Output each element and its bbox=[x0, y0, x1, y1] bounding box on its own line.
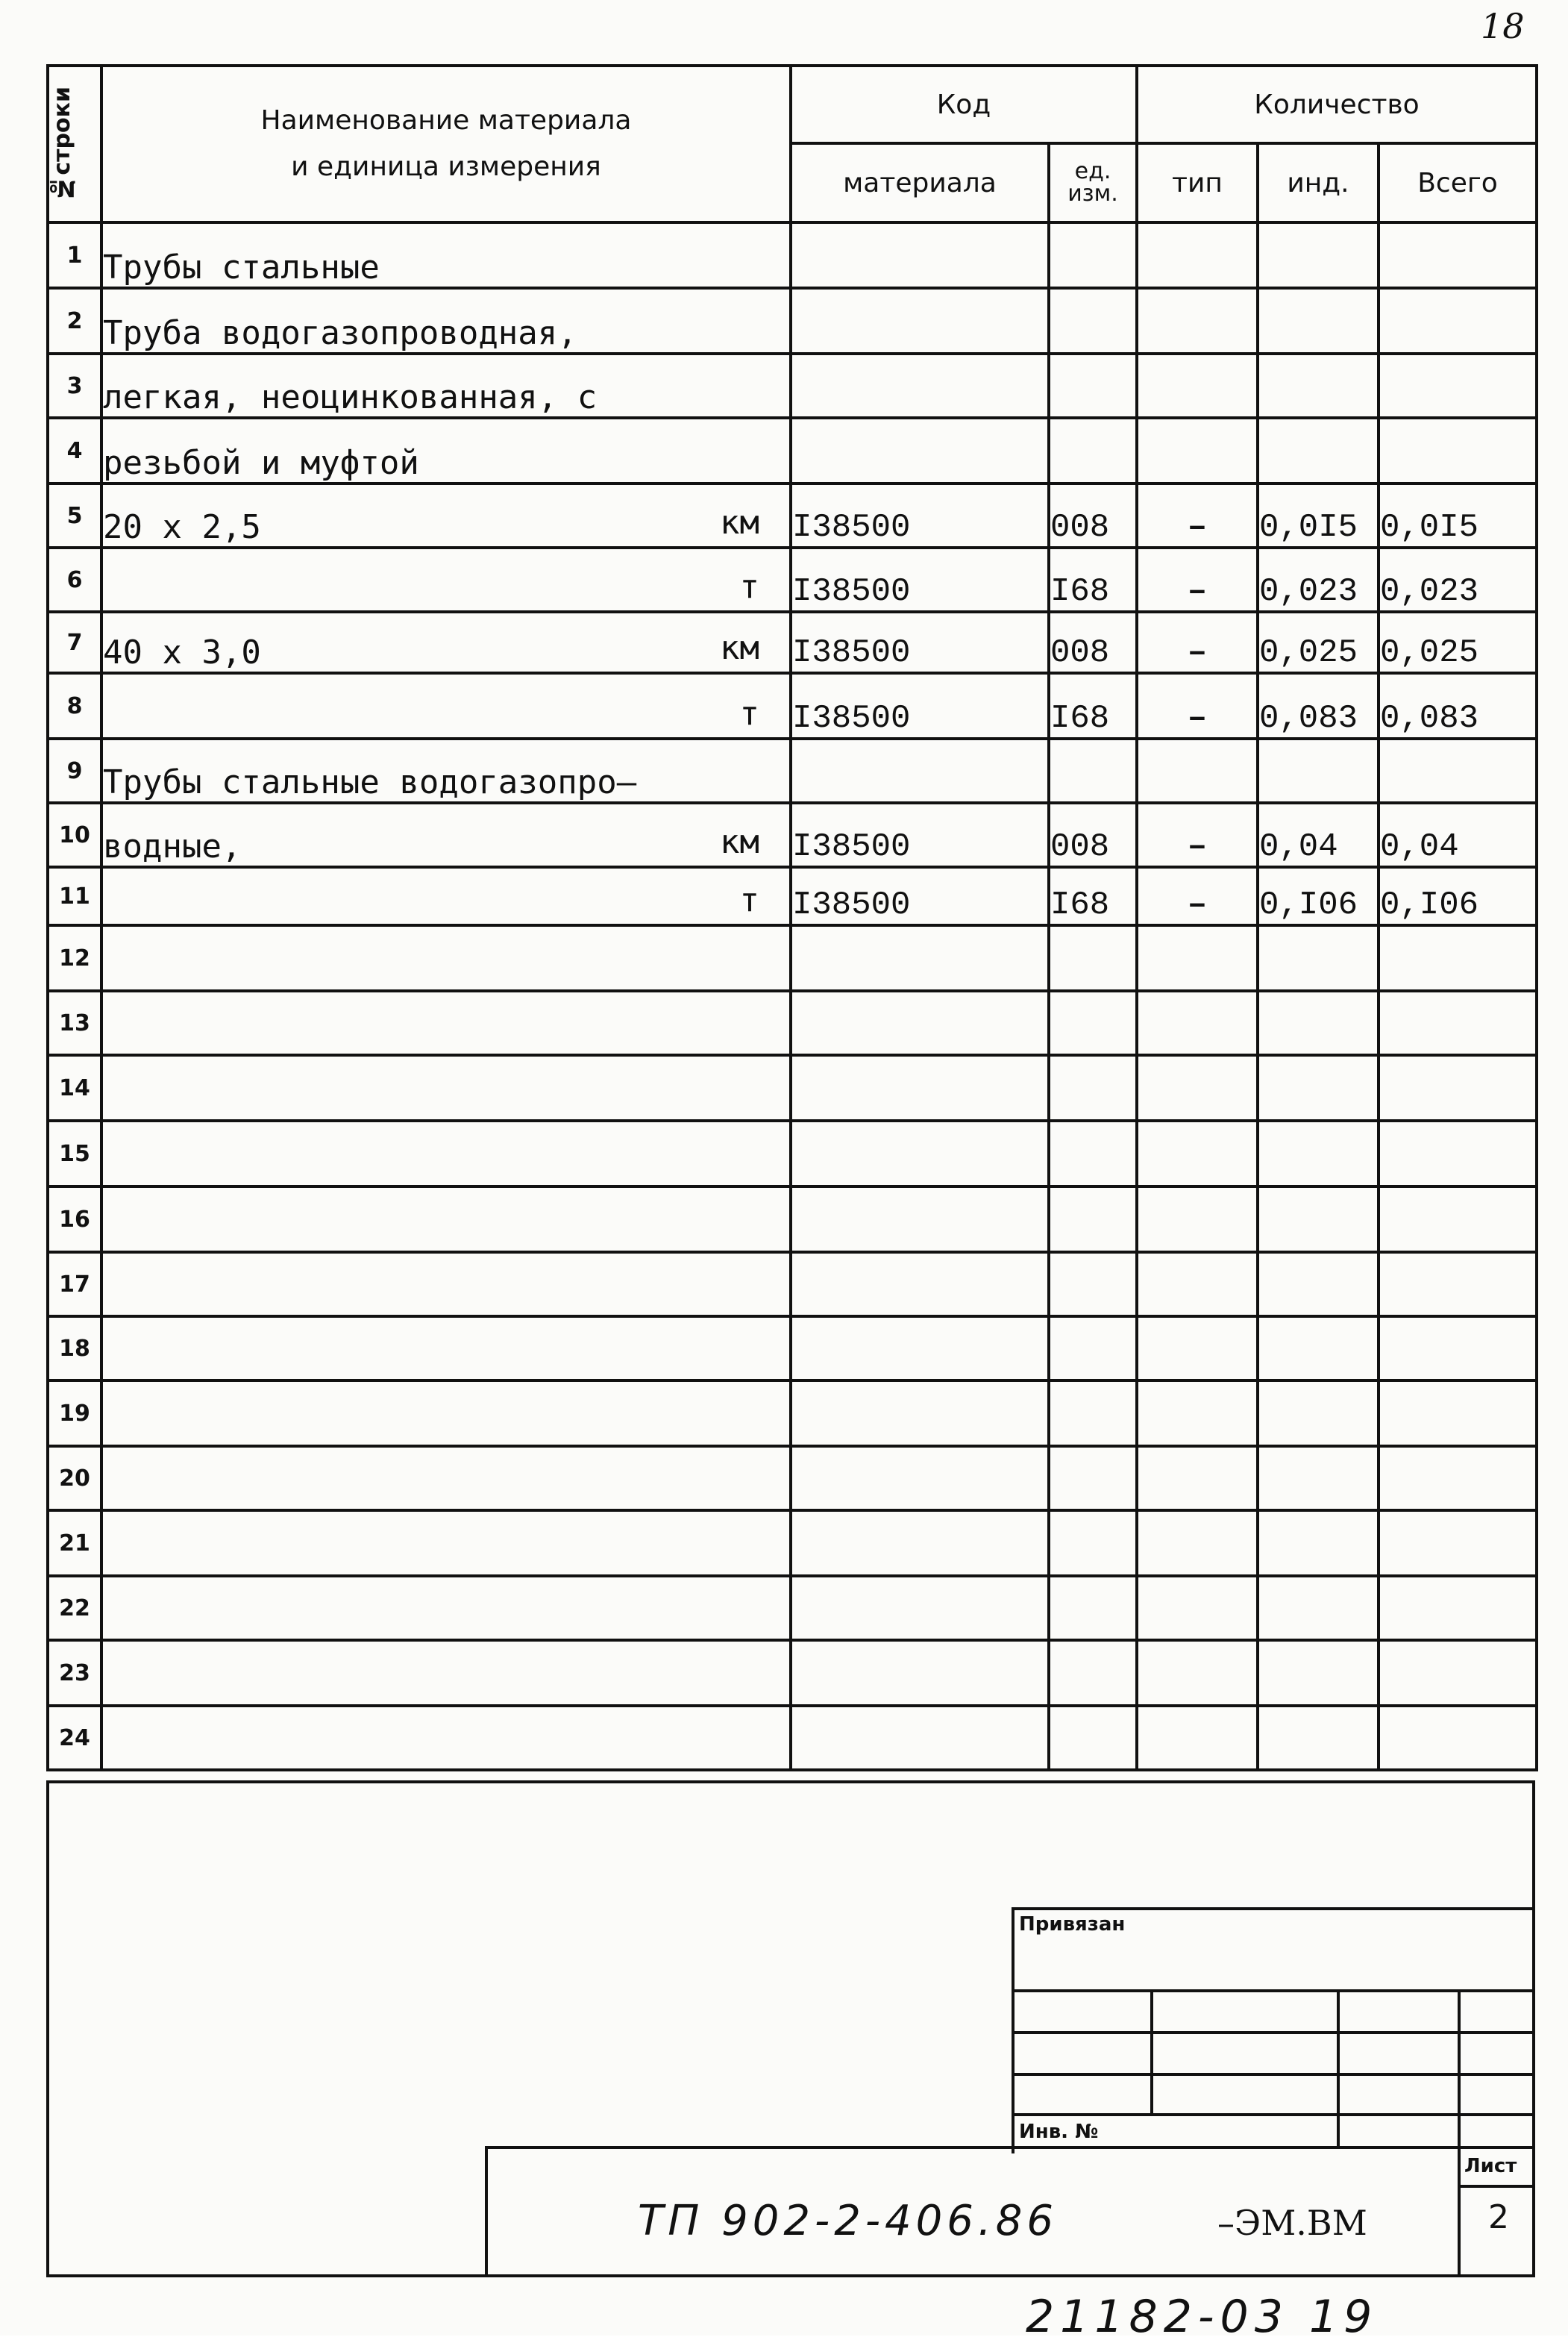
total-qty-cell bbox=[1379, 739, 1537, 803]
material-name-header bbox=[101, 66, 791, 222]
unit-code-cell bbox=[1049, 1510, 1137, 1576]
row-number: 7 bbox=[48, 612, 101, 673]
material-code-cell bbox=[791, 418, 1049, 484]
total-qty-cell bbox=[1379, 1121, 1537, 1186]
material-name-cell bbox=[101, 1380, 791, 1446]
table-row bbox=[48, 222, 1537, 288]
material-name: 40 х 3,0 bbox=[103, 634, 261, 672]
material-name-header-line2: и единица измерения bbox=[291, 151, 601, 182]
ind-qty-cell bbox=[1258, 418, 1379, 484]
stamp-divider bbox=[1012, 1989, 1535, 1992]
stamp-divider bbox=[1012, 2073, 1535, 2076]
material-code-cell: I38500 bbox=[791, 612, 1049, 673]
table-row bbox=[48, 1380, 1537, 1446]
material-name: Трубы стальные водогазопро– bbox=[103, 763, 637, 801]
ind-qty-cell bbox=[1258, 288, 1379, 354]
ind-qty-cell bbox=[1258, 739, 1379, 803]
total-qty-cell: 0,025 bbox=[1379, 612, 1537, 673]
table-row bbox=[48, 354, 1537, 418]
unit-code-cell bbox=[1049, 1380, 1137, 1446]
table-row bbox=[48, 803, 1537, 867]
material-code-cell bbox=[791, 739, 1049, 803]
material-code-cell bbox=[791, 288, 1049, 354]
table-row bbox=[48, 418, 1537, 484]
material-name-cell bbox=[101, 673, 791, 739]
row-number: 9 bbox=[48, 739, 101, 803]
binding-stamp bbox=[1012, 1907, 1535, 2153]
ind-qty-cell: 0,I06 bbox=[1258, 867, 1379, 925]
total-qty-cell bbox=[1379, 991, 1537, 1055]
ind-qty-cell: 0,04 bbox=[1258, 803, 1379, 867]
material-code-cell bbox=[791, 1121, 1049, 1186]
type-qty-cell bbox=[1137, 1640, 1258, 1706]
stamp-divider bbox=[1012, 2113, 1535, 2116]
ind-qty-cell bbox=[1258, 354, 1379, 418]
material-name-cell bbox=[101, 418, 791, 484]
table-row bbox=[48, 1252, 1537, 1316]
unit-code-cell bbox=[1049, 1186, 1137, 1252]
row-number: 21 bbox=[48, 1510, 101, 1576]
unit-code-cell bbox=[1049, 925, 1137, 991]
material-code-cell bbox=[791, 1640, 1049, 1706]
type-qty-cell bbox=[1137, 1706, 1258, 1770]
row-number: 1 bbox=[48, 222, 101, 288]
inventory-number-label: Инв. № bbox=[1019, 2121, 1099, 2143]
total-qty-cell bbox=[1379, 1186, 1537, 1252]
material-code-header: материала bbox=[791, 143, 1049, 222]
unit-code-cell bbox=[1049, 1706, 1137, 1770]
row-number: 12 bbox=[48, 925, 101, 991]
materials-table bbox=[46, 64, 1538, 1771]
row-number: 18 bbox=[48, 1316, 101, 1380]
material-name-cell bbox=[101, 803, 791, 867]
material-name-cell bbox=[101, 354, 791, 418]
table-row bbox=[48, 612, 1537, 673]
material-code-cell bbox=[791, 991, 1049, 1055]
type-qty-cell: – bbox=[1137, 612, 1258, 673]
table-row bbox=[48, 1706, 1537, 1770]
total-qty-cell bbox=[1379, 1640, 1537, 1706]
total-qty-cell bbox=[1379, 925, 1537, 991]
table-row bbox=[48, 1186, 1537, 1252]
type-qty-cell bbox=[1137, 418, 1258, 484]
total-qty-cell bbox=[1379, 1055, 1537, 1121]
type-qty-cell bbox=[1137, 354, 1258, 418]
unit-code-cell bbox=[1049, 1640, 1137, 1706]
total-qty-cell: 0,083 bbox=[1379, 673, 1537, 739]
row-number: 8 bbox=[48, 673, 101, 739]
row-number: 13 bbox=[48, 991, 101, 1055]
header-row-top bbox=[48, 66, 1537, 143]
material-name-cell bbox=[101, 867, 791, 925]
measure-unit: км bbox=[720, 629, 759, 667]
material-name: 20 х 2,5 bbox=[103, 508, 261, 546]
total-qty-cell bbox=[1379, 354, 1537, 418]
measure-unit: км bbox=[720, 504, 759, 542]
quantity-header: Количество bbox=[1137, 66, 1537, 143]
type-qty-cell: – bbox=[1137, 803, 1258, 867]
sheet-number: 2 bbox=[1488, 2198, 1509, 2236]
ind-qty-cell bbox=[1258, 222, 1379, 288]
total-qty-header: Всего bbox=[1379, 143, 1537, 222]
ind-qty-cell bbox=[1258, 1055, 1379, 1121]
unit-code-cell bbox=[1049, 739, 1137, 803]
material-name: легкая, неоцинкованная, с bbox=[103, 378, 598, 416]
material-name-cell bbox=[101, 548, 791, 612]
material-code-cell: I38500 bbox=[791, 548, 1049, 612]
type-qty-cell bbox=[1137, 1186, 1258, 1252]
type-qty-cell bbox=[1137, 1252, 1258, 1316]
ind-qty-header: инд. bbox=[1258, 143, 1379, 222]
table-row bbox=[48, 1055, 1537, 1121]
type-qty-cell bbox=[1137, 1121, 1258, 1186]
measure-unit: км bbox=[720, 823, 759, 861]
total-qty-cell bbox=[1379, 1706, 1537, 1770]
stamp-divider bbox=[1458, 1989, 1461, 2146]
material-code-cell bbox=[791, 354, 1049, 418]
ind-qty-cell bbox=[1258, 1640, 1379, 1706]
type-qty-cell bbox=[1137, 288, 1258, 354]
table-row bbox=[48, 991, 1537, 1055]
code-header: Код bbox=[791, 66, 1137, 143]
total-qty-cell: 0,04 bbox=[1379, 803, 1537, 867]
table-row bbox=[48, 484, 1537, 548]
total-qty-cell: 0,I06 bbox=[1379, 867, 1537, 925]
type-qty-cell bbox=[1137, 222, 1258, 288]
stamp-divider bbox=[1012, 2031, 1535, 2034]
unit-code-cell bbox=[1049, 1446, 1137, 1510]
row-number: 2 bbox=[48, 288, 101, 354]
material-name-header-line1: Наименование материала bbox=[260, 105, 632, 136]
material-code-cell: I38500 bbox=[791, 867, 1049, 925]
unit-code-cell: I68 bbox=[1049, 548, 1137, 612]
stamp-divider bbox=[1337, 1989, 1340, 2146]
type-qty-cell bbox=[1137, 991, 1258, 1055]
stamp-divider bbox=[1150, 1989, 1153, 2113]
sheet-label: Лист bbox=[1464, 2155, 1517, 2177]
material-name-cell bbox=[101, 925, 791, 991]
material-name-cell bbox=[101, 1121, 791, 1186]
material-name-cell bbox=[101, 1510, 791, 1576]
ind-qty-cell bbox=[1258, 1121, 1379, 1186]
row-number: 20 bbox=[48, 1446, 101, 1510]
material-code-cell: I38500 bbox=[791, 673, 1049, 739]
table-row bbox=[48, 548, 1537, 612]
ind-qty-cell: 0,0I5 bbox=[1258, 484, 1379, 548]
material-name-cell bbox=[101, 1186, 791, 1252]
unit-code-cell bbox=[1049, 1316, 1137, 1380]
material-code-cell: I38500 bbox=[791, 484, 1049, 548]
unit-code-cell bbox=[1049, 222, 1137, 288]
material-code-cell bbox=[791, 222, 1049, 288]
material-name-cell bbox=[101, 222, 791, 288]
row-number: 10 bbox=[48, 803, 101, 867]
material-name-cell bbox=[101, 612, 791, 673]
unit-code-cell bbox=[1049, 991, 1137, 1055]
table-row bbox=[48, 867, 1537, 925]
material-code-cell bbox=[791, 1576, 1049, 1640]
ind-qty-cell bbox=[1258, 925, 1379, 991]
row-number-header bbox=[48, 66, 101, 222]
type-qty-cell bbox=[1137, 1055, 1258, 1121]
total-qty-cell bbox=[1379, 1252, 1537, 1316]
material-name-cell bbox=[101, 991, 791, 1055]
type-qty-header: тип bbox=[1137, 143, 1258, 222]
material-name-cell bbox=[101, 1706, 791, 1770]
row-number: 14 bbox=[48, 1055, 101, 1121]
total-qty-cell: 0,023 bbox=[1379, 548, 1537, 612]
row-number: 19 bbox=[48, 1380, 101, 1446]
material-code-cell bbox=[791, 1380, 1049, 1446]
type-qty-cell bbox=[1137, 1316, 1258, 1380]
unit-code-cell bbox=[1049, 418, 1137, 484]
table-row bbox=[48, 925, 1537, 991]
unit-code-cell bbox=[1049, 1576, 1137, 1640]
ind-qty-cell bbox=[1258, 1446, 1379, 1510]
row-number: 16 bbox=[48, 1186, 101, 1252]
material-name-cell bbox=[101, 739, 791, 803]
material-name-cell bbox=[101, 1055, 791, 1121]
unit-code-cell: 008 bbox=[1049, 612, 1137, 673]
material-name: водные, bbox=[103, 828, 242, 866]
table-body bbox=[48, 222, 1537, 1770]
type-qty-cell bbox=[1137, 739, 1258, 803]
material-name-cell bbox=[101, 484, 791, 548]
row-number-header-text: №строки bbox=[49, 87, 75, 201]
table-row bbox=[48, 1316, 1537, 1380]
unit-code-cell: 008 bbox=[1049, 484, 1137, 548]
bound-label: Привязан bbox=[1019, 1913, 1126, 1936]
total-qty-cell bbox=[1379, 1380, 1537, 1446]
material-name: Труба водогазопроводная, bbox=[103, 314, 577, 352]
ind-qty-cell: 0,025 bbox=[1258, 612, 1379, 673]
document-code: ТП 902-2-406.86 bbox=[638, 2197, 1058, 2245]
ind-qty-cell bbox=[1258, 1252, 1379, 1316]
document-suffix: –ЭМ.ВМ bbox=[1217, 2203, 1367, 2243]
table-row bbox=[48, 1446, 1537, 1510]
table-row bbox=[48, 1121, 1537, 1186]
material-code-cell bbox=[791, 1706, 1049, 1770]
material-code-cell bbox=[791, 1446, 1049, 1510]
row-number: 15 bbox=[48, 1121, 101, 1186]
unit-code-cell bbox=[1049, 354, 1137, 418]
ind-qty-cell bbox=[1258, 1186, 1379, 1252]
row-number: 23 bbox=[48, 1640, 101, 1706]
row-number: 11 bbox=[48, 867, 101, 925]
table-row bbox=[48, 1576, 1537, 1640]
page-number: 18 bbox=[1481, 6, 1525, 46]
total-qty-cell bbox=[1379, 288, 1537, 354]
unit-code-cell bbox=[1049, 1121, 1137, 1186]
type-qty-cell bbox=[1137, 1510, 1258, 1576]
material-code-cell bbox=[791, 925, 1049, 991]
type-qty-cell: – bbox=[1137, 867, 1258, 925]
ind-qty-cell bbox=[1258, 1510, 1379, 1576]
unit-code-header: ед. изм. bbox=[1049, 143, 1137, 222]
total-qty-cell bbox=[1379, 1576, 1537, 1640]
unit-code-cell bbox=[1049, 1055, 1137, 1121]
table-row bbox=[48, 1510, 1537, 1576]
material-name-cell bbox=[101, 288, 791, 354]
total-qty-cell bbox=[1379, 418, 1537, 484]
material-name: Трубы стальные bbox=[103, 248, 380, 287]
table-row bbox=[48, 673, 1537, 739]
table-row bbox=[48, 288, 1537, 354]
measure-unit: т bbox=[739, 881, 759, 919]
material-code-cell bbox=[791, 1510, 1049, 1576]
ind-qty-cell: 0,083 bbox=[1258, 673, 1379, 739]
row-number: 5 bbox=[48, 484, 101, 548]
ind-qty-cell bbox=[1258, 1380, 1379, 1446]
type-qty-cell: – bbox=[1137, 673, 1258, 739]
type-qty-cell bbox=[1137, 1380, 1258, 1446]
type-qty-cell bbox=[1137, 925, 1258, 991]
row-number: 17 bbox=[48, 1252, 101, 1316]
type-qty-cell bbox=[1137, 1446, 1258, 1510]
table-row bbox=[48, 1640, 1537, 1706]
row-number: 6 bbox=[48, 548, 101, 612]
total-qty-cell bbox=[1379, 1510, 1537, 1576]
material-code-cell: I38500 bbox=[791, 803, 1049, 867]
unit-code-cell bbox=[1049, 1252, 1137, 1316]
unit-code-cell: I68 bbox=[1049, 867, 1137, 925]
total-qty-cell bbox=[1379, 222, 1537, 288]
total-qty-cell: 0,0I5 bbox=[1379, 484, 1537, 548]
ind-qty-cell bbox=[1258, 991, 1379, 1055]
row-number: 3 bbox=[48, 354, 101, 418]
row-number: 22 bbox=[48, 1576, 101, 1640]
type-qty-cell: – bbox=[1137, 548, 1258, 612]
total-qty-cell bbox=[1379, 1316, 1537, 1380]
ind-qty-cell: 0,023 bbox=[1258, 548, 1379, 612]
ind-qty-cell bbox=[1258, 1316, 1379, 1380]
material-code-cell bbox=[791, 1186, 1049, 1252]
material-name-cell bbox=[101, 1316, 791, 1380]
title-block-divider bbox=[1458, 2146, 1461, 2277]
ind-qty-cell bbox=[1258, 1706, 1379, 1770]
ind-qty-cell bbox=[1258, 1576, 1379, 1640]
unit-code-cell bbox=[1049, 288, 1137, 354]
material-code-cell bbox=[791, 1316, 1049, 1380]
type-qty-cell bbox=[1137, 1576, 1258, 1640]
material-code-cell bbox=[791, 1252, 1049, 1316]
type-qty-cell: – bbox=[1137, 484, 1258, 548]
material-name-cell bbox=[101, 1252, 791, 1316]
archive-number: 21182-03 19 bbox=[1026, 2291, 1379, 2343]
material-name-cell bbox=[101, 1576, 791, 1640]
total-qty-cell bbox=[1379, 1446, 1537, 1510]
unit-code-cell: 008 bbox=[1049, 803, 1137, 867]
title-block-divider bbox=[1458, 2185, 1535, 2188]
material-name-cell bbox=[101, 1640, 791, 1706]
material-name: резьбой и муфтой bbox=[103, 444, 419, 482]
measure-unit: т bbox=[739, 568, 759, 606]
row-number: 24 bbox=[48, 1706, 101, 1770]
unit-code-cell: I68 bbox=[1049, 673, 1137, 739]
material-code-cell bbox=[791, 1055, 1049, 1121]
row-number: 4 bbox=[48, 418, 101, 484]
measure-unit: т bbox=[739, 695, 759, 733]
table-row bbox=[48, 739, 1537, 803]
material-name-cell bbox=[101, 1446, 791, 1510]
